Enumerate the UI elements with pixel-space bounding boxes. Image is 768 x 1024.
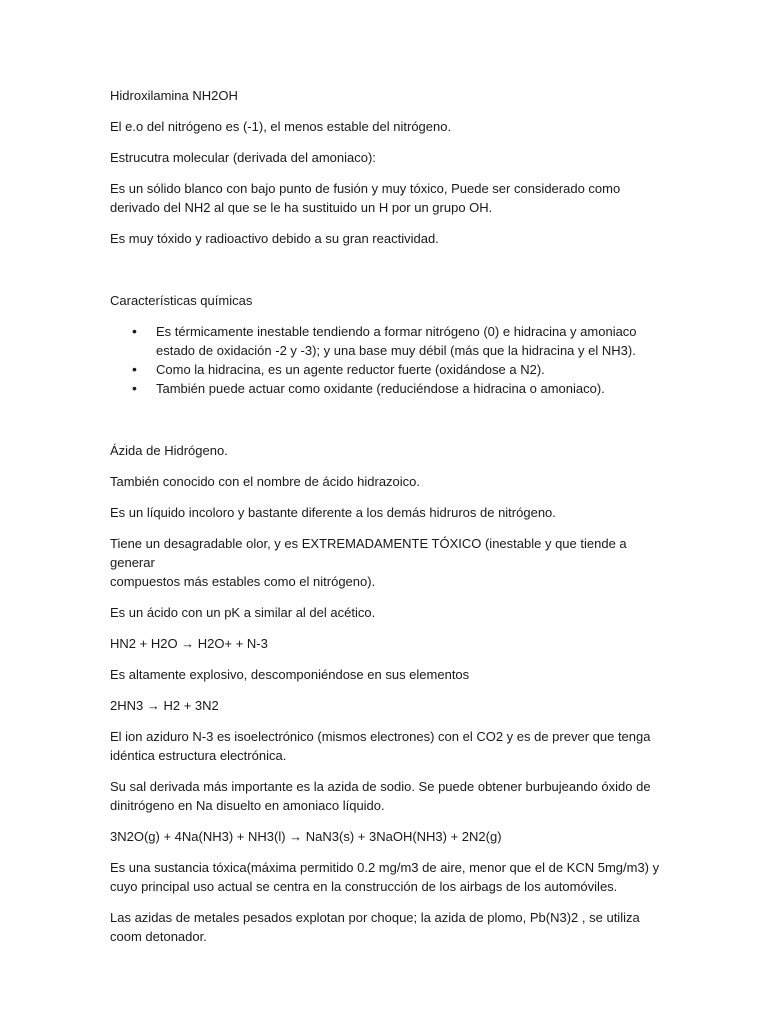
paragraph-continued: cuyo principal uso actual se centra en la construcción de los airbags de los automóviles. bbox=[110, 879, 618, 894]
bullet-icon: • bbox=[132, 323, 137, 339]
paragraph-continued: derivado del NH2 al que se le ha sustituido un H por un grupo OH. bbox=[110, 200, 493, 215]
section-title-hidroxilamina: Hidroxilamina NH2OH bbox=[110, 88, 238, 103]
paragraph: Es una sustancia tóxica(máxima permitido 0.2 mg/m3 de aire, menor que el de KCN 5mg/m3) y bbox=[110, 860, 660, 875]
paragraph-continued: coom detonador. bbox=[110, 929, 207, 944]
paragraph-continued: compuestos más estables como el nitrógeno). bbox=[110, 574, 376, 589]
list-item bbox=[110, 360, 670, 379]
equation: 2HN3 → H2 + 3N2 bbox=[110, 698, 219, 713]
paragraph: Es un líquido incoloro y bastante diferente a los demás hidruros de nitrógeno. bbox=[110, 505, 556, 520]
paragraph: Es altamente explosivo, descomponiéndose en sus elementos bbox=[110, 667, 470, 682]
paragraph: Es muy tóxido y radioactivo debido a su gran reactividad. bbox=[110, 231, 439, 246]
paragraph: Las azidas de metales pesados explotan por choque; la azida de plomo, Pb(N3)2 , se utiliza bbox=[110, 910, 640, 925]
section-title-azida: Ázida de Hidrógeno. bbox=[110, 443, 228, 458]
paragraph: El ion aziduro N-3 es isoelectrónico (mismos electrones) con el CO2 y es de prever que tenga bbox=[110, 729, 651, 744]
paragraph: También conocido con el nombre de ácido hidrazoico. bbox=[110, 474, 421, 489]
list-item-text: estado de oxidación -2 y -3); y una base muy débil (más que la hidracina y el NH3). bbox=[156, 343, 636, 358]
paragraph-continued: idéntica estructura electrónica. bbox=[110, 748, 287, 763]
section-title-caracteristicas: Características químicas bbox=[110, 293, 253, 308]
paragraph-continued: dinitrógeno en Na disuelto en amoniaco líquido. bbox=[110, 798, 385, 813]
document-body bbox=[110, 86, 670, 946]
paragraph: Su sal derivada más importante es la azida de sodio. Se puede obtener burbujeando óxido de bbox=[110, 779, 651, 794]
paragraph: Es un ácido con un pK a similar al del acético. bbox=[110, 605, 376, 620]
paragraph: El e.o del nitrógeno es (-1), el menos estable del nitrógeno. bbox=[110, 119, 452, 134]
list-item-text: Como la hidracina, es un agente reductor fuerte (oxidándose a N2). bbox=[156, 362, 545, 377]
list-item bbox=[110, 379, 670, 398]
paragraph: Es un sólido blanco con bajo punto de fusión y muy tóxico, Puede ser considerado como bbox=[110, 181, 621, 196]
bullet-icon: • bbox=[132, 380, 137, 396]
bullet-list bbox=[110, 322, 670, 398]
equation: HN2 + H2O → H2O+ + N-3 bbox=[110, 636, 268, 651]
list-item bbox=[110, 322, 670, 341]
equation: 3N2O(g) + 4Na(NH3) + NH3(l) → NaN3(s) + 3NaOH(NH3) + 2N2(g) bbox=[110, 829, 502, 844]
paragraph: Estrucutra molecular (derivada del amoniaco): bbox=[110, 150, 376, 165]
bullet-icon: • bbox=[132, 361, 137, 377]
list-item-text: Es térmicamente inestable tendiendo a formar nitrógeno (0) e hidracina y amoniaco bbox=[156, 324, 637, 339]
paragraph: Tiene un desagradable olor, y es EXTREMADAMENTE TÓXICO (inestable y que tiende a generar bbox=[110, 536, 627, 570]
list-item-continued bbox=[110, 341, 670, 360]
list-item-text: También puede actuar como oxidante (reduciéndose a hidracina o amoniaco). bbox=[156, 381, 605, 396]
